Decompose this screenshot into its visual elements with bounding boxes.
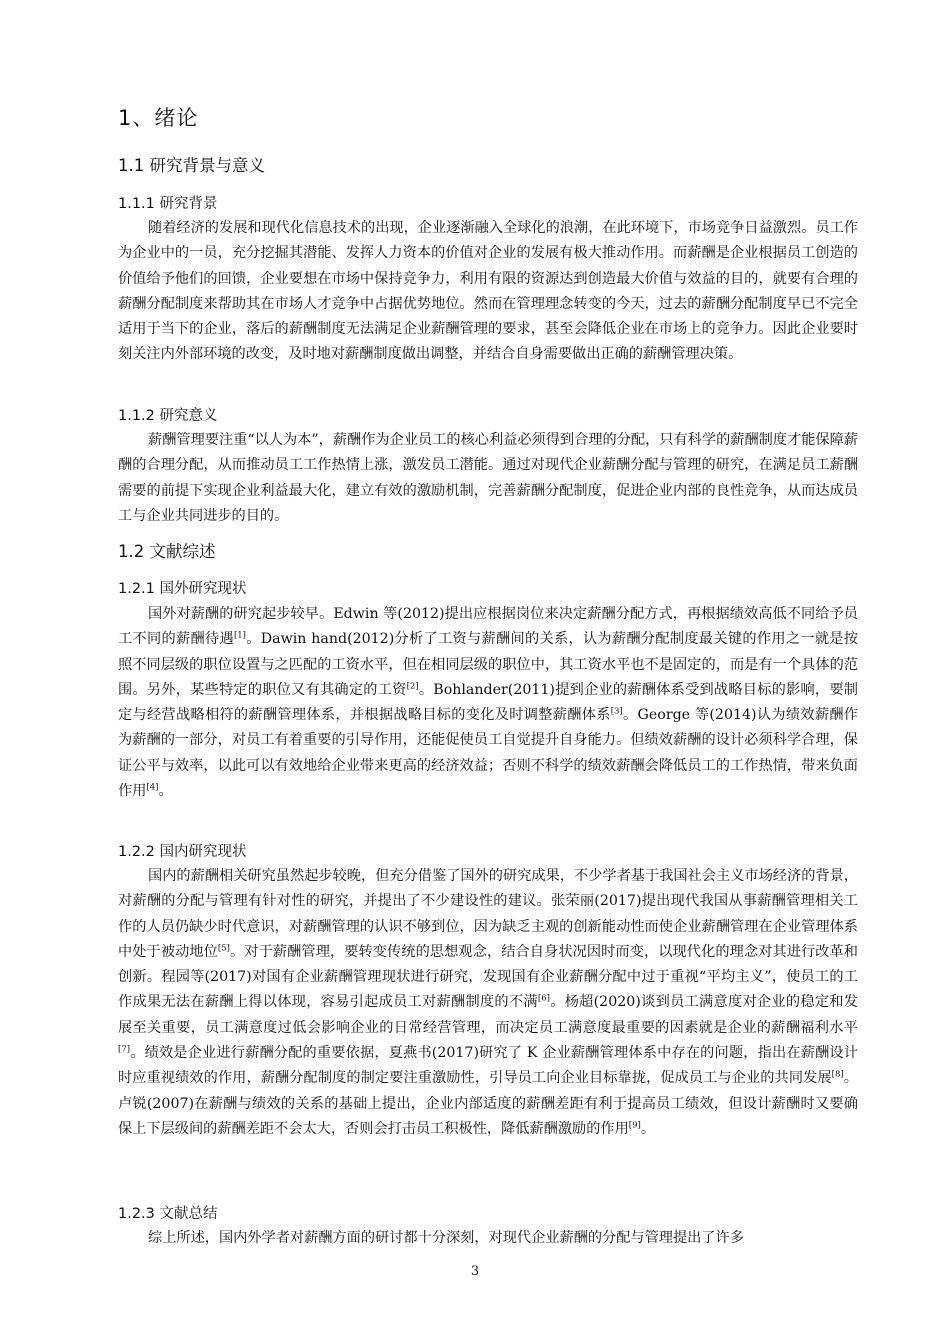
paragraph-domestic-research [118,864,858,1142]
citation-ref: [6] [537,993,550,1004]
subsection-heading-1-1-2: 1.1.2 研究意义 [118,408,218,424]
paragraph-foreign-research [118,602,858,804]
citation-ref: [3] [610,706,623,717]
text-segment: 。 [158,783,173,800]
paragraph-research-significance: 薪酬管理要注重“以人为本”，薪酬作为企业员工的核心利益必须得到合理的分配，只有科学的薪酬制度才能保障薪酬的合理分配，从而推动员工工作热情上涨，激发员工潜能。通过对现代企业薪酬分配与管理的研究，在满足员工薪酬需要的前提下实现企业利益最大化，建立有效的激励机制，完善薪酬分配制度，促进企业内部的良性竞争，从而达成员工与企业共同进步的目的。 [118,432,858,524]
paragraph-literature-summary: 综上所述，国内外学者对薪酬方面的研讨都十分深刻，对现代企业薪酬的分配与管理提出了许多 [148,1230,744,1246]
text-segment: 。杨超(2020)谈到员工满意度对企业的稳定和发展至关重要，员工满意度过低会影响企业的日常经营管理，而决定员工满意度最重要的因素就是企业的薪酬福利水平 [118,994,858,1036]
citation-ref: [1] [233,630,246,641]
citation-ref: [4] [146,782,159,793]
text-segment: 。Bohlander(2011)提到企业的薪酬体系受到战略目标的影响，要制定与经营战略相符的薪酬管理体系，并根据战略目标的变化及时调整薪酬体系 [118,681,858,724]
page-number: 3 [470,1264,480,1279]
section-heading-1-2: 1.2 文献综述 [118,542,216,561]
text-segment: 。卢锐(2007)在薪酬与绩效的关系的基础上提出，企业内部适度的薪酬差距有利于提高员工绩效，但设计薪酬时又要确保上下层级间的薪酬差距不会太大，否则会打击员工积极性，降低薪酬激励的作用 [118,1070,858,1137]
citation-ref: [7] [118,1044,131,1055]
subsection-heading-1-1-1: 1.1.1 研究背景 [118,196,218,212]
citation-ref: [8] [831,1069,844,1080]
paragraph-research-background: 随着经济的发展和现代化信息技术的出现，企业逐渐融入全球化的浪潮，在此环境下，市场竞争日益激烈。员工作为企业中的一员，充分挖掘其潜能、发挥人力资本的价值对企业的发展有极大推动作用。而薪酬是企业根据员工创造的价值给予他们的回馈，企业要想在市场中保持竞争力，利用有限的资源达到创造最大价值与效益的目的，就要有合理的薪酬分配制度来帮助其在市场人才竞争中占据优势地位。然而在管理理念转变的今天，过去的薪酬分配制度早已不完全适用于当下的企业，落后的薪酬制度无法满足企业薪酬管理的要求，甚至会降低企业在市场上的竞争力。因此企业要时刻关注内外部环境的改变，及时地对薪酬制度做出调整，并结合自身需要做出正确的薪酬管理决策。 [118,220,858,363]
chapter-heading: 1、绪论 [118,106,199,130]
citation-ref: [5] [217,943,230,954]
text-segment: 。 [640,1120,656,1137]
citation-ref: [9] [628,1120,641,1131]
section-heading-1-1: 1.1 研究背景与意义 [118,156,265,175]
subsection-heading-1-2-1: 1.2.1 国外研究现状 [118,581,247,597]
subsection-heading-1-2-2: 1.2.2 国内研究现状 [118,844,247,860]
text-segment: 国外对薪酬的研究起步较早。Edwin 等(2012)提出应根据岗位来决定薪酬分配方式，再根据绩效高低不同给予员工不同的薪酬待遇 [118,606,858,648]
text-segment: 。对于薪酬管理，要转变传统的思想观念，结合自身状况因时而变，以现代化的理念对其进行改革和创新。程园等(2017)对国有企业薪酬管理现状进行研究，发现国有企业薪酬分配中过于重视“平均主义”，使员工的工作成果无法在薪酬上得以体现，容易引起成员工对薪酬制度的不满 [118,943,858,1011]
text-segment: 。George 等(2014)认为绩效薪酬作为薪酬的一部分，对员工有着重要的引导作用，还能促使员工自觉提升自身能力。但绩效薪酬的设计必须科学合理，保证公平与效率，以此可以有效地给企业带来更高的经济效益；否则不科学的绩效薪酬会降低员工的工作热情，带来负面作用 [118,707,858,800]
text-segment: 。绩效是企业进行薪酬分配的重要依据，夏燕书(2017)研究了 K 企业薪酬管理体系中存在的问题，指出在薪酬设计时应重视绩效的作用，薪酬分配制度的制定要注重激励性，引导员工向企业目标靠拢，促成员工与企业的共同发展 [118,1045,858,1087]
subsection-heading-1-2-3: 1.2.3 文献总结 [118,1206,218,1222]
citation-ref: [2] [406,681,419,692]
text-segment: 。Dawin hand(2012)分析了工资与薪酬间的关系，认为薪酬分配制度最关键的作用之一就是按照不同层级的职位设置与之匹配的工资水平，但在相同层级的职位中，其工资水平也不是固定的，而是有一个具体的范围。另外，某些特定的职位又有其确定的工资 [118,631,858,698]
text-segment: 国内的薪酬相关研究虽然起步较晚，但充分借鉴了国外的研究成果，不少学者基于我国社会主义市场经济的背景，对薪酬的分配与管理有针对性的研究，并提出了不少建设性的建议。张荣丽(2017)提出现代我国从事薪酬管理相关工作的人员仍缺少时代意识，对薪酬管理的认识不够到位，因为缺乏主观的创新能动性而使企业薪酬管理在企业管理体系中处于被动地位 [118,868,858,960]
